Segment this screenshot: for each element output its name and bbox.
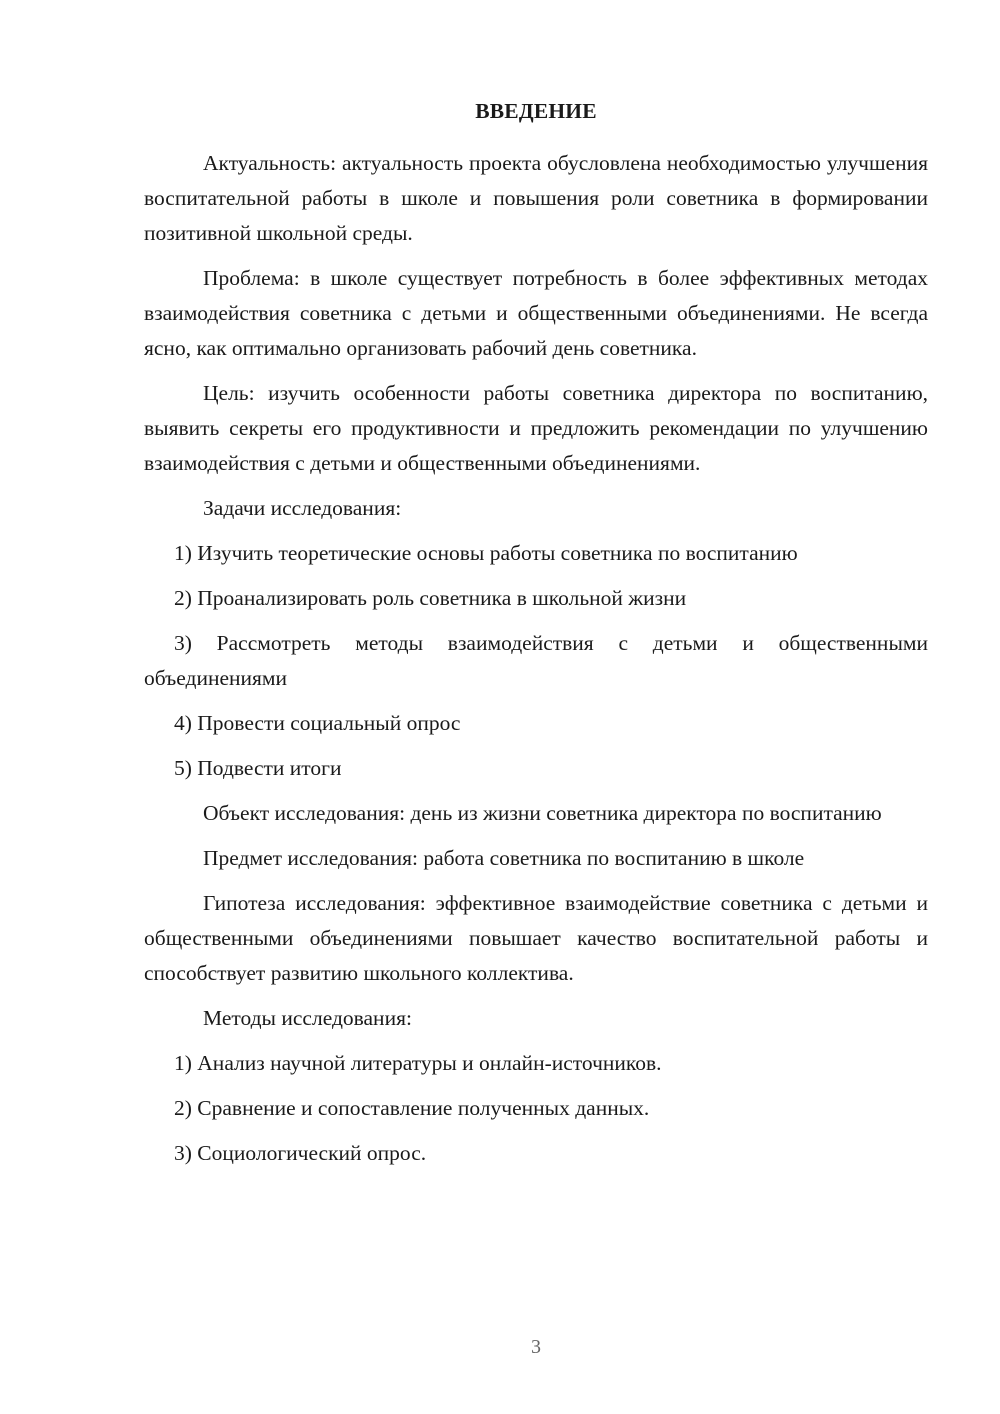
paragraph-tasks-heading: Задачи исследования: <box>203 496 402 520</box>
list-item-task-4: 4) Провести социальный опрос <box>174 711 461 735</box>
page-title: ВВЕДЕНИЕ <box>475 99 597 123</box>
list-item-task-3: 3) Рассмотреть методы взаимодействия с детьми и общественными объединениями <box>144 631 928 690</box>
list-item-method-1: 1) Анализ научной литературы и онлайн-источников. <box>174 1051 662 1075</box>
list-item-task-1: 1) Изучить теоретические основы работы советника по воспитанию <box>174 541 798 565</box>
paragraph-relevance: Актуальность: актуальность проекта обусловлена необходимостью улучшения воспитательной работы в школе и повышения роли советника в формировании позитивной школьной среды. <box>144 151 928 245</box>
paragraph-methods-heading: Методы исследования: <box>203 1006 412 1030</box>
paragraph-object: Объект исследования: день из жизни советника директора по воспитанию <box>203 801 882 825</box>
list-item-method-3: 3) Социологический опрос. <box>174 1141 427 1165</box>
list-item-task-5: 5) Подвести итоги <box>174 756 342 780</box>
paragraph-subject: Предмет исследования: работа советника по воспитанию в школе <box>203 846 805 870</box>
page-number: 3 <box>531 1336 541 1358</box>
paragraph-hypothesis: Гипотеза исследования: эффективное взаимодействие советника с детьми и общественными объединениями повышает качество воспитательной работы и способствует развитию школьного коллектива. <box>144 891 928 985</box>
document-body <box>144 146 928 1181</box>
paragraph-goal: Цель: изучить особенности работы советника директора по воспитанию, выявить секреты его продуктивности и предложить рекомендации по улучшению взаимодействия с детьми и общественными объединениями. <box>144 381 928 475</box>
paragraph-problem: Проблема: в школе существует потребность в более эффективных методах взаимодействия советника с детьми и общественными объединениями. Не всегда ясно, как оптимально организовать рабочий день советника. <box>144 266 928 360</box>
list-item-task-2: 2) Проанализировать роль советника в школьной жизни <box>174 586 687 610</box>
list-item-method-2: 2) Сравнение и сопоставление полученных данных. <box>174 1096 650 1120</box>
